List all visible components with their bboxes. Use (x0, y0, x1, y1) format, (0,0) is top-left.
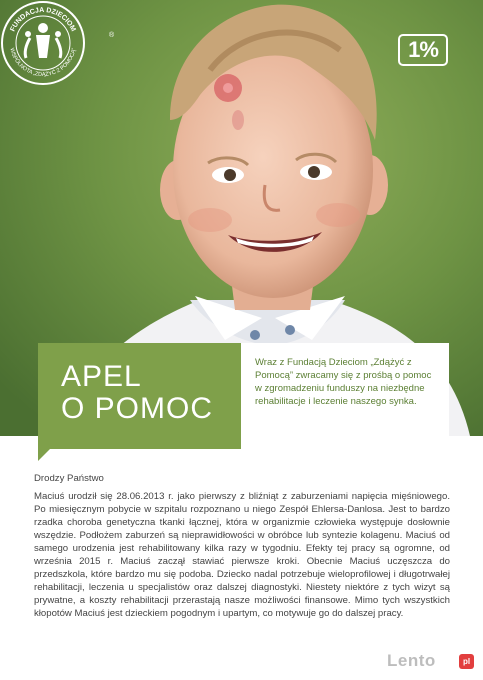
appeal-title-box (38, 343, 241, 449)
title-box-notch (38, 449, 50, 461)
title-line-2: O POMOC (61, 392, 214, 425)
registered-mark: ® (109, 32, 115, 39)
title-line-1: APEL (61, 360, 142, 393)
intro-text: Wraz z Fundacją Dzieciom „Zdążyć z Pomocą” zwracamy się z prośbą o pomoc w zgromadzeniu funduszy na niezbędne rehabilitacje i leczenie naszego synka. (241, 343, 449, 449)
svg-text:FUNDACJA DZIECIOM: FUNDACJA DZIECIOM (9, 6, 77, 33)
lento-watermark: Lento (387, 651, 436, 670)
foundation-logo (0, 0, 86, 86)
letter-content (34, 472, 450, 620)
lento-pl-badge: pl (459, 654, 474, 669)
one-percent-badge: 1% (398, 34, 448, 66)
letter-body: Maciuś urodził się 28.06.2013 r. jako pierwszy z bliźniąt z zaburzeniami napięcia mięśniowego. Po miesięcznym pobycie w szpitalu rozpoznano u niego Zespół Ehlersa-Danlosa. Jest to bardzo rzadka choroba genetyczna tkanki łącznej, która w organizmie człowieka występuje dosłownie wszędzie. Podłożem zaburzeń są nieprawidłowości w obróbce lub syntezie kolagenu. Maciuś od samego urodzenia jest rehabilitowany kilka razy w tygodniu. Efekty tej pracy są ogromne, od września 2015 r. Maciuś zaczął stawiać pierwsze kroki. Obecnie Maciuś uczęszcza do przedszkola, które bardzo mu się podoba. Dziecko nadal potrzebuje wieloprofilowej i długotrwałej rehabilitacji, leczenia u specjalistów oraz dalszej diagnostyki. Niestety niektóre z tych wizyt są prywatne, a koszty rehabilitacji przerastają nasze możliwości finansowe. Mimo tych wszystkich kłopotów Maciuś jest dzieckiem pogodnym i upartym, co motywuje go do dalszej pracy. (34, 491, 450, 619)
letter-greeting: Drodzy Państwo (34, 473, 104, 484)
svg-text:WSPÓLNOTA „ZDĄŻYĆ Z POMOCĄ”: WSPÓLNOTA „ZDĄŻYĆ Z POMOCĄ” (8, 47, 78, 79)
